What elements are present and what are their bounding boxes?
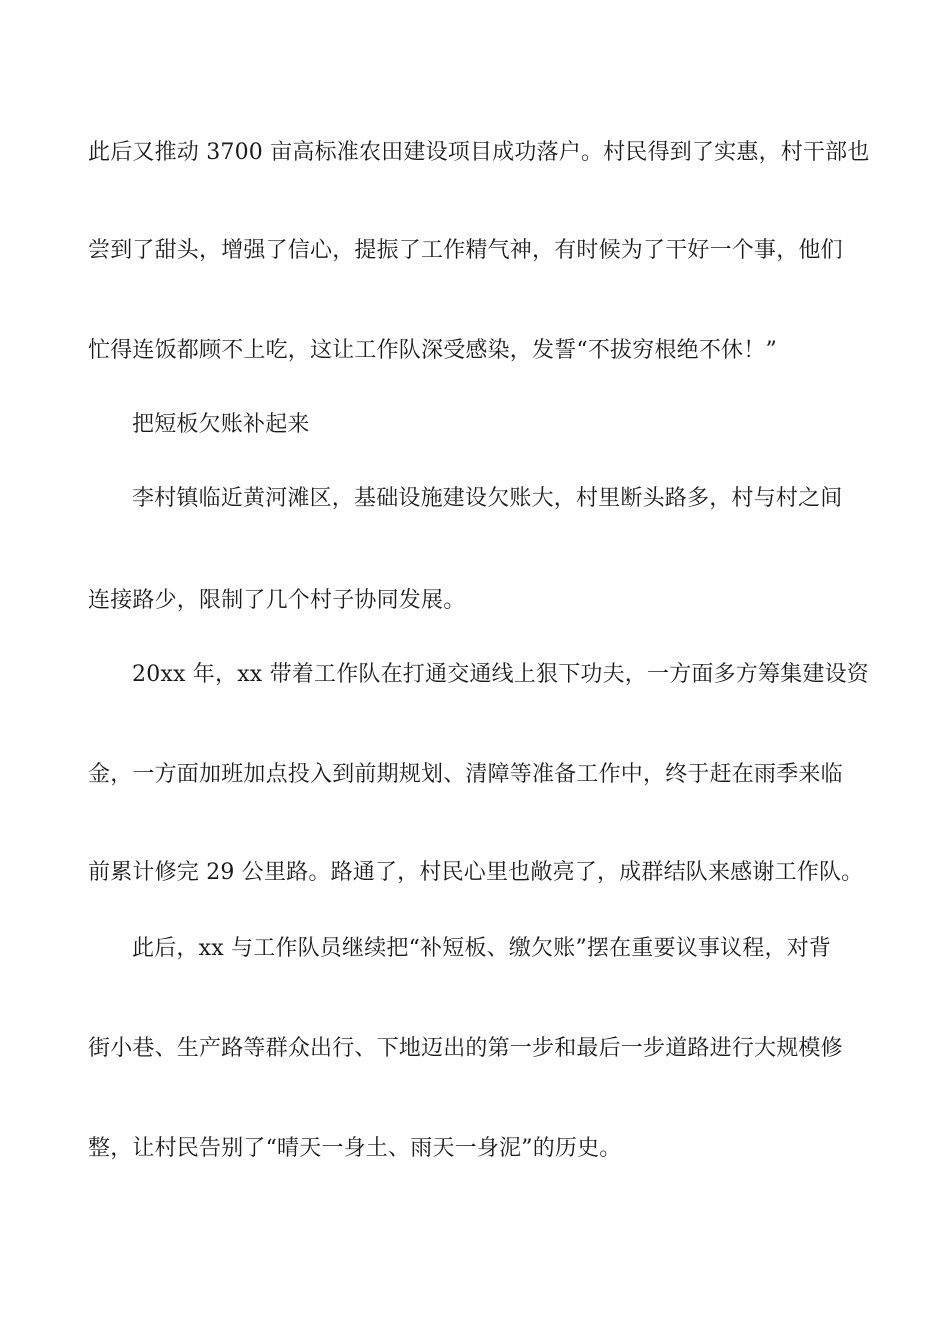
text-line-5: 李村镇临近黄河滩区，基础设施建设欠账大，村里断头路多，村与村之间 <box>132 486 843 511</box>
text-line-9: 前累计修完 29 公里路。路通了，村民心里也敞亮了，成群结队来感谢工作队。 <box>88 860 864 885</box>
text-line-12: 整，让村民告别了“晴天一身土、雨天一身泥”的历史。 <box>88 1136 622 1161</box>
text-line-7: 20xx 年，xx 带着工作队在打通交通线上狠下功夫，一方面多方筹集建设资 <box>132 662 870 687</box>
section-heading: 把短板欠账补起来 <box>132 412 310 437</box>
text-line-8: 金，一方面加班加点投入到前期规划、清障等准备工作中，终于赶在雨季来临 <box>88 762 843 787</box>
text-line-11: 街小巷、生产路等群众出行、下地迈出的第一步和最后一步道路进行大规模修 <box>88 1036 843 1061</box>
text-line-6: 连接路少，限制了几个村子协同发展。 <box>88 588 466 613</box>
text-line-3: 忙得连饭都顾不上吃，这让工作队深受感染，发誓“不拔穷根绝不休！” <box>88 338 777 363</box>
text-line-1: 此后又推动 3700 亩高标准农田建设项目成功落户。村民得到了实惠，村干部也 <box>88 140 870 165</box>
text-line-10: 此后，xx 与工作队员继续把“补短板、缴欠账”摆在重要议事议程，对背 <box>132 936 832 961</box>
text-line-2: 尝到了甜头，增强了信心，提振了工作精气神，有时候为了干好一个事，他们 <box>88 238 843 263</box>
